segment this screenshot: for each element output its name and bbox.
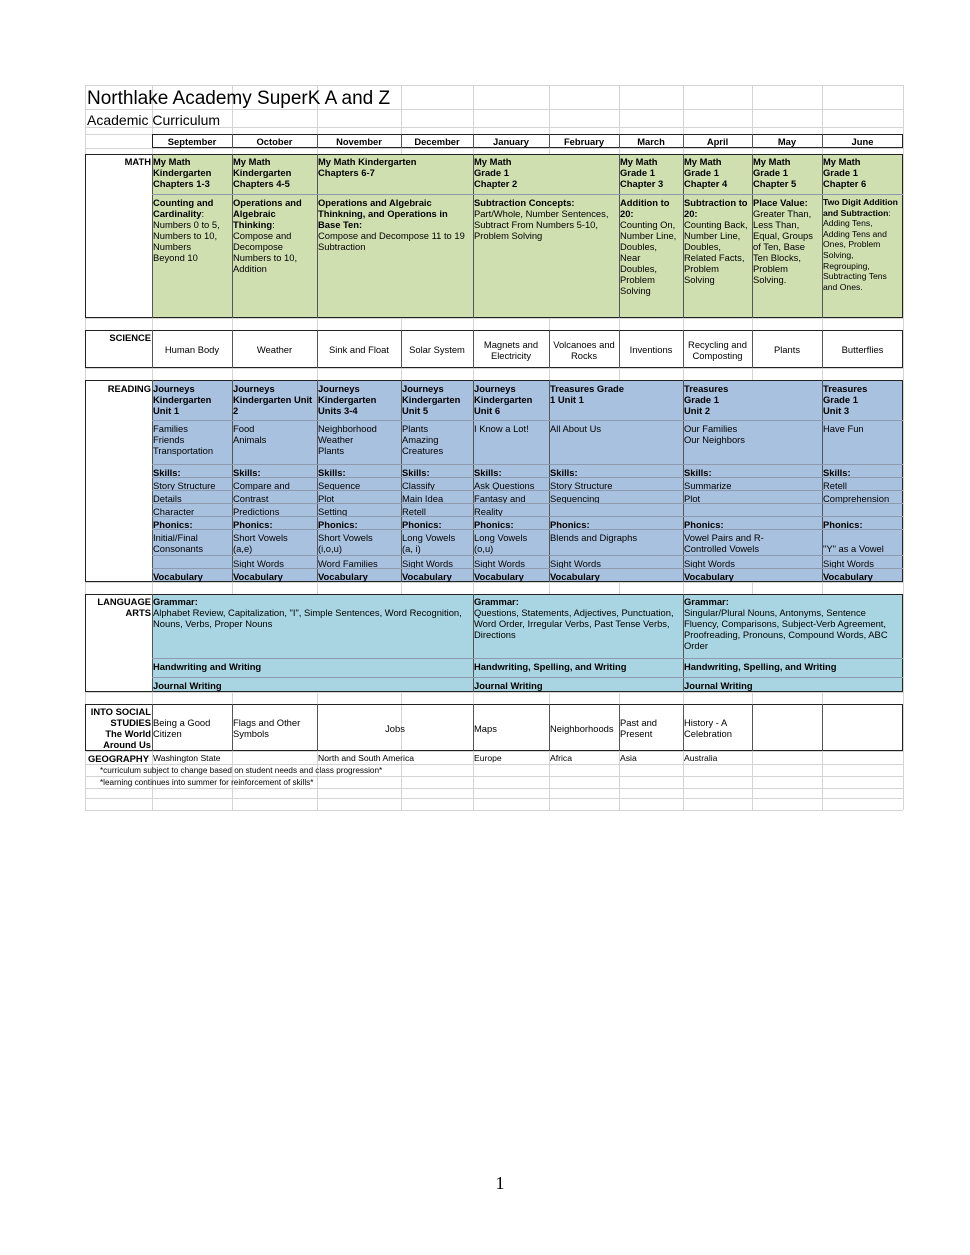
note-curriculum-change: *curriculum subject to change based on student needs and class progression*	[100, 766, 383, 775]
month-september: September	[167, 136, 217, 147]
cell-border	[619, 154, 620, 318]
math-book-8: My Math Grade 1 Chapter 6	[823, 156, 867, 189]
reading-book-4: Journeys Kindergarten Unit 5	[402, 383, 461, 416]
cell-border	[317, 380, 318, 582]
reading-book-7: Treasures Grade 1 Unit 2	[684, 383, 729, 416]
month-march: March	[637, 136, 665, 147]
reading-skills-heading: Skills:	[550, 467, 578, 478]
grid-hline	[85, 788, 903, 789]
reading-phonics-6: Blends and Digraphs	[550, 532, 638, 543]
math-book-1: My Math Kindergarten Chapters 1-3	[153, 156, 212, 189]
journal-writing-1: Journal Writing	[153, 680, 222, 691]
cell-border	[683, 330, 684, 368]
cell-border	[752, 330, 753, 368]
cell-border	[401, 330, 402, 368]
reading-vocabulary: Vocabulary	[474, 571, 524, 582]
reading-skill: Plot	[318, 493, 335, 504]
reading-skill: Retell	[402, 506, 426, 517]
cell-border	[683, 380, 684, 582]
science-topic-6: Volcanoes and Rocks	[553, 338, 615, 361]
geography-region-1: Washington State	[153, 753, 221, 763]
grid-vline	[903, 85, 904, 810]
page-subtitle: Academic Curriculum	[87, 112, 221, 128]
reading-skill: Classify	[402, 480, 435, 491]
cell-border	[549, 134, 550, 148]
reading-phonics-3: Short Vowels (i,o,u)	[318, 532, 373, 554]
science-topic-2: Weather	[256, 344, 293, 355]
reading-phonics-2: Short Vowels (a,e)	[233, 532, 288, 554]
math-topic-heading: Subtraction Concepts:	[474, 197, 575, 208]
math-topic-heading: Subtraction to 20:	[684, 197, 748, 219]
reading-skill: Compare and	[233, 480, 290, 491]
reading-skill: Sequencing	[550, 493, 600, 504]
reading-phonics-heading: Phonics:	[233, 519, 273, 530]
reading-book-1: Journeys Kindergarten Unit 1	[153, 383, 212, 416]
geography-region-5: Asia	[620, 753, 637, 763]
row-border	[152, 555, 903, 556]
cell-border	[473, 154, 474, 318]
reading-sight-words: Sight Words	[474, 558, 525, 569]
cell-border	[232, 134, 233, 148]
reading-skill: Predictions	[233, 506, 280, 517]
science-topic-9: Plants	[773, 344, 801, 355]
reading-book-5: Journeys Kindergarten Unit 6	[474, 383, 533, 416]
reading-sight-words: Sight Words	[823, 558, 874, 569]
reading-vocabulary: Vocabulary	[684, 571, 734, 582]
reading-phonics-heading: Phonics:	[823, 519, 863, 530]
month-february: February	[563, 136, 605, 147]
math-topic-body: Part/Whole, Number Sentences, Subtract From Numbers 5-10, Problem Solving	[474, 208, 609, 241]
reading-book-8: Treasures Grade 1 Unit 3	[823, 383, 868, 416]
social-topic-6: Past and Present	[620, 717, 658, 739]
grid-hline	[85, 582, 903, 583]
cell-border	[752, 704, 753, 751]
reading-phonics-heading: Phonics:	[474, 519, 514, 530]
cell-border	[473, 134, 474, 148]
math-topic-8	[822, 196, 903, 316]
math-topic-2	[232, 196, 317, 316]
social-studies-label: INTO SOCIAL STUDIES The World Around Us	[90, 706, 151, 750]
row-border	[152, 490, 903, 491]
reading-phonics-1: Initial/Final Consonants	[153, 532, 204, 554]
reading-skills-heading: Skills:	[153, 467, 181, 478]
cell-border	[152, 154, 153, 318]
grammar-heading: Grammar:	[474, 596, 519, 607]
reading-skill: Retell	[823, 480, 847, 491]
math-topic-colon: :	[272, 219, 275, 230]
cell-border	[232, 154, 233, 318]
math-topic-heading: Operations and Algebraic Thinkning, and Operations in Base Ten:	[318, 197, 448, 230]
math-topic-body: Greater Than, Less Than, Equal, Groups of Ten, Base Ten Blocks, Problem Solving.	[753, 208, 813, 285]
grammar-heading: Grammar:	[684, 596, 729, 607]
row-border	[152, 420, 903, 421]
reading-vocabulary: Vocabulary	[153, 571, 203, 582]
science-topic-1: Human Body	[164, 344, 220, 355]
cell-border	[822, 134, 823, 148]
math-topic-body: Adding Tens, Adding Tens and Ones, Problem Solving, Regrouping, Subtracting Tens and Ones.	[823, 218, 887, 292]
math-topic-body: Numbers 0 to 5, Numbers to 10, Numbers Beyond 10	[153, 219, 220, 263]
cell-border	[401, 380, 402, 582]
math-topic-colon: :	[201, 208, 205, 219]
reading-skill: Comprehension	[823, 493, 890, 504]
math-topic-4	[473, 196, 619, 316]
reading-skill: Main Idea	[402, 493, 444, 504]
cell-border	[152, 704, 153, 751]
cell-border	[683, 154, 684, 318]
grid-hline	[85, 318, 903, 319]
science-topic-10: Butterflies	[841, 344, 884, 355]
math-book-3: My Math Kindergarten Chapters 6-7	[318, 156, 417, 178]
row-border	[152, 529, 903, 530]
reading-phonics-5: Long Vowels (o,u)	[474, 532, 528, 554]
cell-border	[473, 380, 474, 582]
grid-hline	[85, 810, 903, 811]
reading-theme-2: Food Animals	[233, 423, 267, 445]
reading-skills-heading: Skills:	[823, 467, 851, 478]
reading-vocabulary: Vocabulary	[550, 571, 600, 582]
reading-phonics-8: "Y" as a Vowel	[823, 543, 884, 554]
math-book-2: My Math Kindergarten Chapters 4-5	[233, 156, 292, 189]
journal-writing-3: Journal Writing	[684, 680, 753, 691]
science-topic-3: Sink and Float	[329, 344, 389, 355]
cell-border	[317, 134, 318, 148]
reading-skill: Details	[153, 493, 182, 504]
reading-skills-heading: Skills:	[233, 467, 261, 478]
row-border	[152, 464, 903, 465]
cell-border	[619, 330, 620, 368]
social-topic-1: Being a Good Citizen	[153, 717, 211, 739]
math-topic-body: Counting Back, Number Line, Doubles, Related Facts, Problem Solving	[684, 219, 748, 285]
math-book-4: My Math Grade 1 Chapter 2	[474, 156, 518, 189]
science-topic-8: Recycling and Composting	[688, 338, 747, 361]
reading-book-3: Journeys Kindergarten Units 3-4	[318, 383, 377, 416]
row-border	[152, 503, 903, 504]
math-book-7: My Math Grade 1 Chapter 5	[753, 156, 797, 189]
geography-region-3: Europe	[474, 753, 502, 763]
reading-skills-heading: Skills:	[684, 467, 712, 478]
reading-sight-words: Sight Words	[233, 558, 284, 569]
reading-book-2: Journeys Kindergarten Unit 2	[233, 383, 313, 416]
note-summer-learning: *learning continues into summer for reinforcement of skills*	[100, 778, 314, 787]
grammar-3: Singular/Plural Nouns, Antonyms, Sentence Fluency, Comparisons, Subject-Verb Agreement, Proofreading, Pronouns, Compound Words, ABC Order	[684, 607, 888, 651]
social-topic-7: History - A Celebration	[684, 717, 732, 739]
science-topic-4: Solar System	[409, 344, 465, 355]
reading-book-6: Treasures Grade 1 Unit 1	[550, 383, 625, 405]
cell-border	[317, 330, 318, 368]
cell-border	[152, 380, 153, 582]
page-title: Northlake Academy SuperK A and Z	[87, 88, 391, 109]
reading-skill: Story Structure	[153, 480, 216, 491]
cell-border	[683, 704, 684, 751]
cell-border	[619, 134, 620, 148]
reading-theme-1: Families Friends Transportation	[153, 423, 214, 456]
reading-theme-8: Have Fun	[823, 423, 864, 434]
math-book-5: My Math Grade 1 Chapter 3	[620, 156, 664, 189]
geography-region-4: Africa	[550, 753, 572, 763]
cell-border	[401, 134, 402, 148]
social-topic-4: Maps	[474, 722, 497, 734]
math-topic-colon: :	[888, 207, 891, 218]
grammar-2: Questions, Statements, Adjectives, Punctuation, Word Order, Irregular Verbs, Past Tense Verbs, Directions	[474, 607, 674, 640]
cell-border	[752, 154, 753, 318]
handwriting-1: Handwriting and Writing	[153, 661, 262, 672]
language-arts-label: LANGUAGE ARTS	[97, 596, 151, 618]
reading-phonics-heading: Phonics:	[318, 519, 358, 530]
month-june: June	[851, 136, 874, 147]
cell-border	[473, 704, 474, 751]
cell-border	[549, 704, 550, 751]
reading-skill: Story Structure	[550, 480, 613, 491]
reading-skills-heading: Skills:	[474, 467, 502, 478]
cell-border	[473, 330, 474, 368]
grid-hline	[85, 692, 903, 693]
reading-theme-7: Our Families Our Neighbors	[684, 423, 745, 445]
social-topic-2: Flags and Other Symbols	[233, 717, 301, 739]
math-topic-6	[683, 196, 752, 316]
cell-border	[232, 380, 233, 582]
math-topic-1	[152, 196, 232, 316]
cell-border	[822, 154, 823, 318]
row-border	[152, 568, 903, 569]
science-topic-5: Magnets and Electricity	[483, 338, 539, 361]
reading-skills-heading: Skills:	[318, 467, 346, 478]
cell-border	[822, 380, 823, 582]
reading-skill: Reality	[474, 506, 503, 517]
row-border	[152, 516, 903, 517]
row-border	[152, 677, 903, 678]
row-border	[152, 658, 903, 659]
reading-skill: Summarize	[684, 480, 732, 491]
math-topic-7	[752, 196, 822, 316]
handwriting-2: Handwriting, Spelling, and Writing	[474, 661, 627, 672]
science-topic-7: Inventions	[629, 344, 673, 355]
reading-skill: Contrast	[233, 493, 269, 504]
reading-skills-heading: Skills:	[402, 467, 430, 478]
math-topic-5	[619, 196, 683, 316]
page-number: 1	[495, 1173, 505, 1193]
month-october: October	[256, 136, 293, 147]
reading-theme-5: I Know a Lot!	[474, 423, 529, 434]
reading-theme-3: Neighborhood Weather Plants	[318, 423, 377, 456]
grid-hline	[85, 368, 903, 369]
reading-skill: Sequence	[318, 480, 361, 491]
math-label: MATH	[124, 156, 151, 167]
month-april: April	[706, 136, 729, 147]
reading-theme-4: Plants Amazing Creatures	[402, 423, 444, 456]
reading-theme-6: All About Us	[550, 423, 602, 434]
row-border	[152, 194, 903, 195]
cell-border	[683, 134, 684, 148]
reading-phonics-heading: Phonics:	[550, 519, 590, 530]
social-topic-5: Neighborhoods	[550, 722, 614, 734]
geography-label: GEOGRAPHY	[88, 753, 149, 764]
reading-phonics-7: Vowel Pairs and R- Controlled Vowels	[684, 532, 764, 554]
grammar-heading: Grammar:	[153, 596, 198, 607]
math-topic-heading: Counting and Cardinality	[153, 197, 214, 219]
cell-border	[822, 330, 823, 368]
reading-sight-words: Sight Words	[550, 558, 601, 569]
math-topic-heading: Addition to 20:	[620, 197, 670, 219]
reading-phonics-heading: Phonics:	[684, 519, 724, 530]
reading-skill: Fantasy and	[474, 493, 526, 504]
cell-border	[822, 704, 823, 751]
curriculum-sheet	[85, 85, 903, 810]
reading-phonics-heading: Phonics:	[153, 519, 193, 530]
reading-skill: Character	[153, 506, 195, 517]
month-may: May	[777, 136, 797, 147]
reading-sight-words: Sight Words	[684, 558, 735, 569]
math-topic-heading: Place Value:	[753, 197, 808, 208]
reading-label: READING	[107, 383, 151, 394]
reading-phonics-4: Long Vowels (a, i)	[402, 532, 456, 554]
reading-sight-words: Sight Words	[402, 558, 453, 569]
cell-border	[549, 380, 550, 582]
cell-border	[619, 704, 620, 751]
science-label: SCIENCE	[109, 332, 151, 343]
geography-region-6: Australia	[684, 753, 718, 763]
row-border	[152, 477, 903, 478]
reading-vocabulary: Vocabulary	[402, 571, 452, 582]
cell-border	[232, 330, 233, 368]
cell-border	[152, 330, 153, 368]
month-november: November	[336, 136, 382, 147]
grammar-1: Alphabet Review, Capitalization, "I", Simple Sentences, Word Recognition, Nouns, Verbs, Proper Nouns	[153, 607, 462, 629]
month-december: December	[414, 136, 460, 147]
social-topic-3: Jobs	[385, 722, 405, 734]
reading-vocabulary: Vocabulary	[823, 571, 873, 582]
reading-vocabulary: Vocabulary	[233, 571, 283, 582]
reading-skill: Plot	[684, 493, 701, 504]
math-topic-body: Compose and Decompose 11 to 19 Subtraction	[318, 230, 465, 252]
reading-skill: Setting	[318, 506, 348, 517]
math-topic-heading: Operations and Algebraic Thinking	[233, 197, 302, 230]
reading-vocabulary: Vocabulary	[318, 571, 368, 582]
handwriting-3: Handwriting, Spelling, and Writing	[684, 661, 837, 672]
journal-writing-2: Journal Writing	[474, 680, 543, 691]
cell-border	[317, 154, 318, 318]
reading-skill: Ask Questions	[474, 480, 535, 491]
reading-phonics-heading: Phonics:	[402, 519, 442, 530]
geography-region-2: North and South America	[318, 753, 415, 763]
grid-hline	[85, 148, 903, 149]
cell-border	[549, 330, 550, 368]
math-topic-body: Compose and Decompose Numbers to 10, Addition	[233, 230, 298, 274]
month-january: January	[493, 136, 529, 147]
math-topic-3	[317, 196, 473, 316]
grid-hline	[85, 798, 903, 799]
math-book-6: My Math Grade 1 Chapter 4	[684, 156, 728, 189]
grid-hline	[85, 85, 903, 86]
cell-border	[232, 704, 233, 751]
math-topic-heading: Two Digit Addition and Subtraction	[823, 197, 898, 218]
cell-border	[317, 704, 318, 751]
cell-border	[752, 134, 753, 148]
math-topic-body: Counting On, Number Line, Doubles, Near Doubles, Problem Solving	[620, 219, 677, 296]
reading-sight-words: Word Families	[318, 558, 378, 569]
